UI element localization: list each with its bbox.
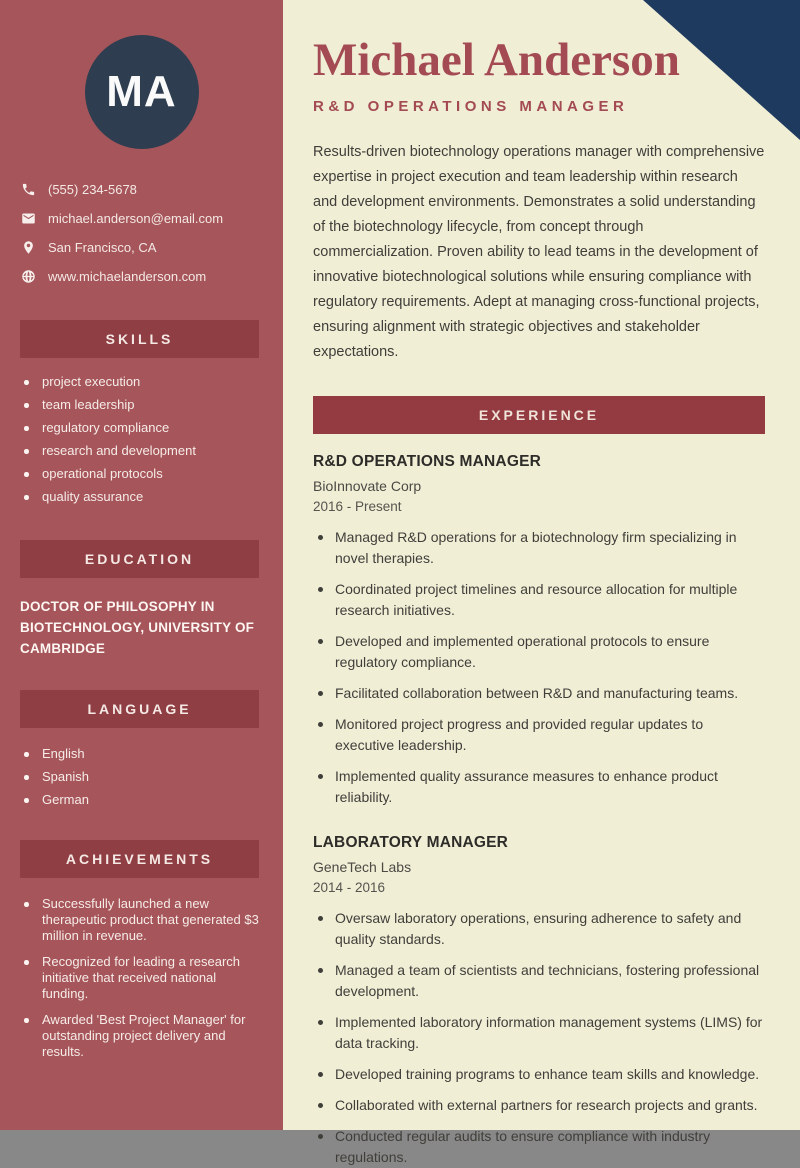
achievements-list: [20, 896, 265, 1060]
contact-row-location: [0, 237, 283, 257]
language-list: [20, 744, 265, 809]
job-bullet-list: [313, 527, 765, 808]
language-item: German: [20, 790, 265, 809]
job-bullet: Managed a team of scientists and technicians, fostering professional development.: [313, 960, 765, 1002]
skill-item: quality assurance: [20, 487, 265, 506]
globe-icon: [21, 269, 36, 284]
job-entry: [313, 453, 765, 808]
achievements-section-title: ACHIEVEMENTS: [65, 851, 214, 867]
website-value[interactable]: www.michaelanderson.com: [48, 268, 207, 284]
job-bullet: Implemented quality assurance measures to enhance product reliability.: [313, 766, 765, 808]
sidebar: [0, 0, 283, 1130]
achievement-item: Recognized for leading a research initiative that received national funding.: [20, 954, 265, 1002]
summary-paragraph: Results-driven biotechnology operations manager with comprehensive expertise in project execution and team leadership within research and development environments. Demonstrates a solid understanding of the biotechnology lifecycle, from concept through commercialization. Proven ability to lead teams in the development of innovative biotechnological solutions while ensuring compliance with regulatory requirements. Adept at managing cross-functional projects, ensuring alignment with strategic objectives and stakeholder expectations.: [313, 144, 765, 361]
language-section-title: LANGUAGE: [87, 701, 192, 717]
achievement-item: Awarded 'Best Project Manager' for outstanding project delivery and results.: [20, 1012, 265, 1060]
avatar-initials: MA: [106, 67, 177, 116]
job-bullet: Facilitated collaboration between R&D and manufacturing teams.: [313, 683, 765, 704]
job-bullet: Conducted regular audits to ensure compliance with industry regulations.: [313, 1126, 765, 1168]
skill-item: team leadership: [20, 395, 265, 414]
location-icon: [21, 240, 36, 255]
job-bullet: Collaborated with external partners for research projects and grants.: [313, 1095, 765, 1116]
skills-section-title: SKILLS: [105, 331, 174, 347]
job-bullet: Coordinated project timelines and resource allocation for multiple research initiatives.: [313, 579, 765, 621]
contact-section: [0, 179, 283, 286]
skills-list: [20, 372, 265, 506]
education-section-header: [20, 540, 259, 578]
person-name: Michael Anderson: [313, 34, 680, 86]
contact-row-email: [0, 208, 283, 228]
job-bullet: Managed R&D operations for a biotechnology firm specializing in novel therapies.: [313, 527, 765, 569]
job-bullet: Developed training programs to enhance team skills and knowledge.: [313, 1064, 765, 1085]
achievement-item: Successfully launched a new therapeutic product that generated $3 million in revenue.: [20, 896, 265, 944]
skill-item: research and development: [20, 441, 265, 460]
contact-row-website: [0, 266, 283, 286]
email-value[interactable]: michael.anderson@email.com: [48, 210, 224, 226]
phone-icon: [21, 182, 36, 197]
job-bullet: Monitored project progress and provided regular updates to executive leadership.: [313, 714, 765, 756]
language-item: English: [20, 744, 265, 763]
skill-item: project execution: [20, 372, 265, 391]
job-title: R&D OPERATIONS MANAGER: [313, 453, 542, 471]
main-column: [283, 0, 800, 1166]
education-section-title: EDUCATION: [84, 551, 195, 567]
skill-item: regulatory compliance: [20, 418, 265, 437]
person-job-title: R&D OPERATIONS MANAGER: [313, 98, 629, 116]
achievements-section-header: [20, 840, 259, 878]
experience-section-title: EXPERIENCE: [478, 407, 600, 424]
language-section-header: [20, 690, 259, 728]
location-value: San Francisco, CA: [48, 239, 157, 255]
job-company: BioInnovate Corp: [313, 478, 422, 495]
job-title: LABORATORY MANAGER: [313, 834, 509, 852]
job-dates: 2016 - Present: [313, 499, 402, 515]
skill-item: operational protocols: [20, 464, 265, 483]
email-icon: [21, 211, 36, 226]
skills-section-header: [20, 320, 259, 358]
job-dates: 2014 - 2016: [313, 880, 386, 896]
job-bullet: Oversaw laboratory operations, ensuring adherence to safety and quality standards.: [313, 908, 765, 950]
contact-row-phone: [0, 179, 283, 199]
language-item: Spanish: [20, 767, 265, 786]
job-bullet: Developed and implemented operational protocols to ensure regulatory compliance.: [313, 631, 765, 673]
job-bullet: Implemented laboratory information management systems (LIMS) for data tracking.: [313, 1012, 765, 1054]
job-entry: [313, 834, 765, 1168]
phone-value: (555) 234-5678: [48, 181, 137, 197]
job-bullet-list: [313, 908, 765, 1168]
avatar: [85, 35, 199, 149]
job-company: GeneTech Labs: [313, 859, 412, 876]
experience-section-header: [313, 396, 765, 434]
education-degree: DOCTOR OF PHILOSOPHY IN BIOTECHNOLOGY, UNIVERSITY OF CAMBRIDGE: [20, 599, 255, 656]
